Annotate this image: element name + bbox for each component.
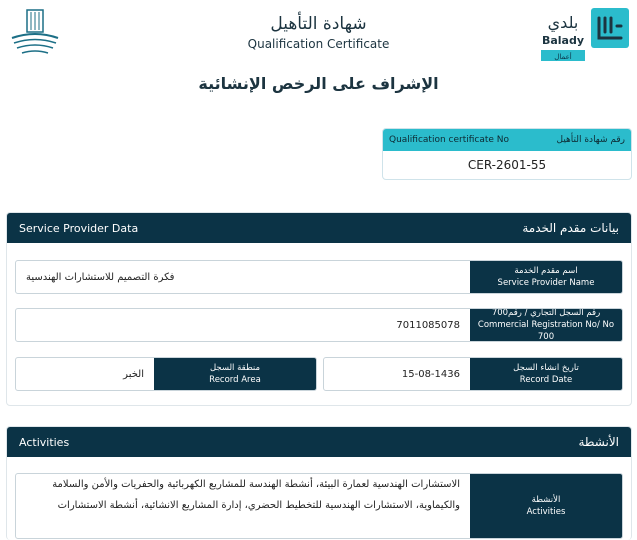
certificate-number: CER-2601-55 <box>467 158 547 172</box>
certificate-number-box <box>382 128 632 180</box>
logo-tag: أعمال <box>554 53 572 61</box>
record-area-field <box>15 357 317 391</box>
record-area-label: منطقة السجل Record Area <box>154 358 316 390</box>
certificate-label-ar: رقم شهادة التأهيل <box>556 135 625 145</box>
service-provider-section <box>6 212 632 406</box>
activities-label: الأنشطة Activities <box>470 474 622 538</box>
certificate-number-header <box>383 129 631 151</box>
provider-name-label: اسم مقدم الخدمة Service Provider Name <box>470 261 622 293</box>
activities-value: الاستشارات الهندسية لعمارة البيئة، أنشطة الهندسة للمشاريع الكهربائية والحفريات والأمن والسلامة والكيماوية، الاستشارات الهندسية للتخطيط الحضري، إدارة المشاريع الانشائية، أنشطة الاستشارات <box>52 479 460 511</box>
activities-field <box>15 473 623 539</box>
record-date-label: تاريخ انشاء السجل Record Date <box>470 358 622 390</box>
provider-name-field <box>15 260 623 294</box>
activities-section <box>6 426 632 540</box>
record-area-value: الخبر <box>123 368 144 380</box>
logo-name-en: Balady <box>541 34 585 47</box>
page-title: الإشراف على الرخص الإنشائية <box>198 74 439 93</box>
commercial-registration-field <box>15 308 623 342</box>
commercial-registration-label: رقم السجل التجاري / رقم700 Commercial Registration No/ No 700 <box>470 309 622 341</box>
section-title-en: Service Provider Data <box>19 221 139 235</box>
activities-header <box>7 427 631 457</box>
activities-title-en: Activities <box>19 435 70 449</box>
record-date-value: 15-08-1436 <box>401 368 460 380</box>
section-title-ar: بيانات مقدم الخدمة <box>522 221 619 235</box>
certificate-title-en: Qualification Certificate <box>247 37 390 51</box>
logo-name-ar: بلدي <box>547 13 579 32</box>
service-provider-header <box>7 213 631 243</box>
activities-title-ar: الأنشطة <box>578 435 619 449</box>
provider-name-value: فكرة التصميم للاستشارات الهندسية <box>26 271 175 283</box>
certificate-title-ar: شهادة التأهيل <box>270 14 367 34</box>
balady-logo <box>505 6 631 64</box>
record-date-field <box>323 357 623 391</box>
certificate-label-en: Qualification certificate No <box>389 135 510 145</box>
commercial-registration-value: 7011085078 <box>396 319 460 331</box>
